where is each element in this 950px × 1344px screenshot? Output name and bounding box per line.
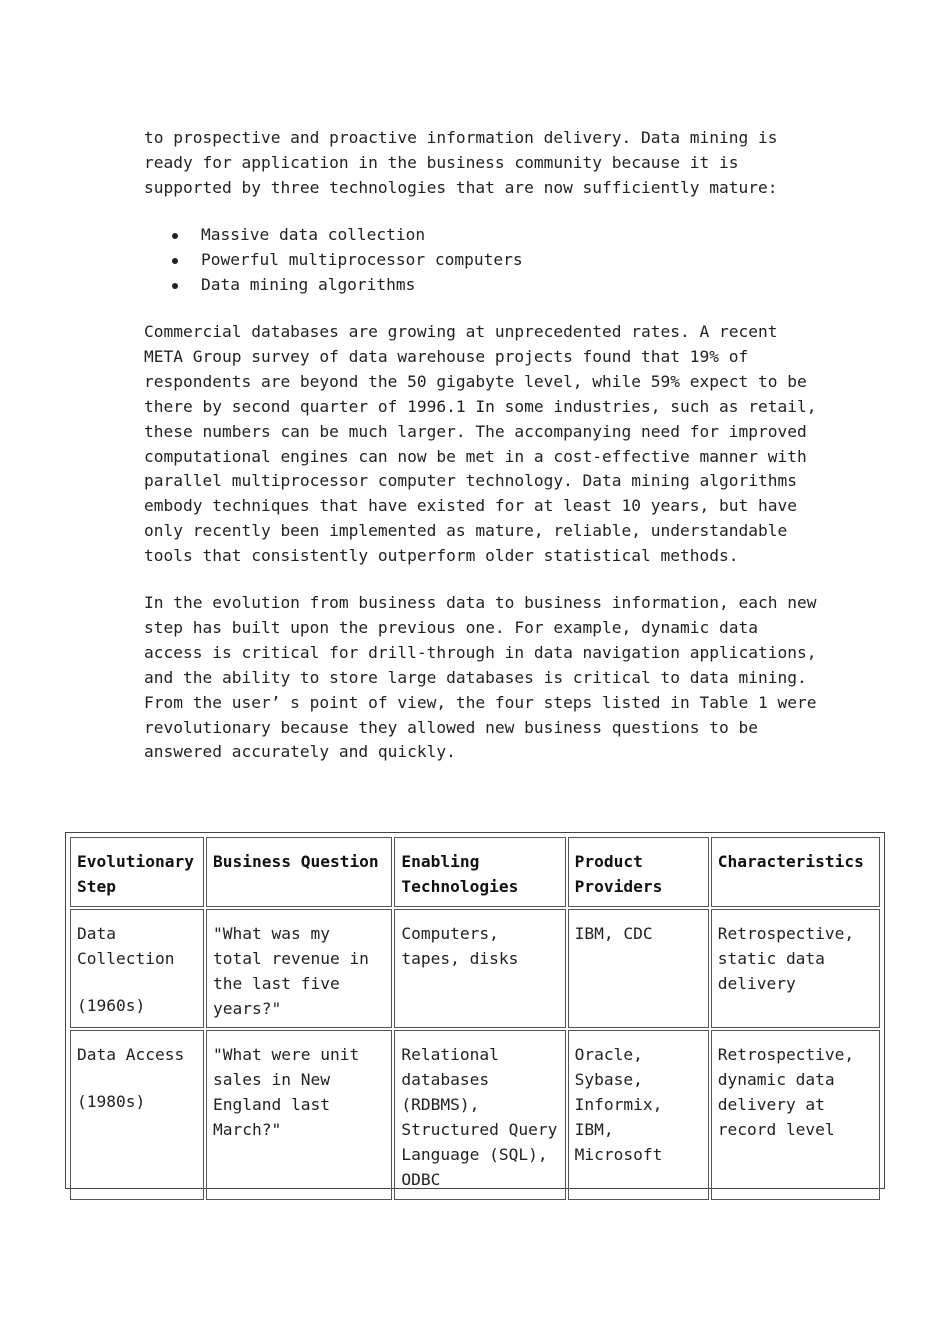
- list-item: [144, 273, 523, 298]
- step-cell: [70, 1030, 204, 1199]
- step-name: Data Access: [77, 1045, 185, 1065]
- bullet-text: Data mining algorithms: [201, 274, 416, 294]
- header-product-providers: Product Providers: [568, 837, 709, 907]
- characteristics-cell: Retrospective, static data delivery: [711, 909, 880, 1029]
- table-row: [70, 909, 880, 1029]
- table-row: [70, 1030, 880, 1199]
- table-header-row: [70, 837, 880, 907]
- list-item: [144, 248, 523, 273]
- evolution-paragraph: In the evolution from business data to business information, each new step has built upon the previous one. For example, dynamic data access is critical for drill-through in data navigation applications, and the ability to store large databases is critical to data mining. From the user’ s point of view, the four steps listed in Table 1 were revolutionary because they allowed new business questions to be answered accurately and quickly.: [144, 593, 817, 762]
- question-cell: "What were unit sales in New England last March?": [206, 1030, 392, 1199]
- header-business-question: Business Question: [206, 837, 392, 907]
- technology-bullet-list: [144, 223, 523, 298]
- step-cell: [70, 909, 204, 1029]
- bullet-icon: [172, 233, 178, 239]
- bullet-text: Massive data collection: [201, 225, 426, 244]
- bullet-text: Powerful multiprocessor computers: [201, 249, 523, 269]
- bullet-icon: [172, 283, 178, 289]
- providers-cell: IBM, CDC: [568, 909, 709, 1029]
- step-name: Data Collection: [77, 923, 175, 968]
- step-era: (1980s): [77, 1092, 146, 1112]
- list-item: [144, 223, 523, 248]
- providers-cell: Oracle, Sybase, Informix, IBM, Microsoft: [568, 1030, 709, 1199]
- header-enabling-technologies: Enabling Technologies: [394, 837, 565, 907]
- characteristics-cell: Retrospective, dynamic data delivery at record level: [711, 1030, 880, 1199]
- step-era: (1960s): [77, 995, 146, 1015]
- evolution-table-frame: [65, 832, 885, 1189]
- header-characteristics: Characteristics: [711, 837, 880, 907]
- bullet-icon: [172, 258, 178, 264]
- question-cell: "What was my total revenue in the last five years?": [206, 909, 392, 1029]
- commercial-databases-paragraph: Commercial databases are growing at unprecedented rates. A recent META Group survey of data warehouse projects found that 19% of respondents are beyond the 50 gigabyte level, while 59% expect to be there by second quarter of 1996.1 In some industries, such as retail, these numbers can be much larger. The accompanying need for improved computational engines can now be met in a cost-effective manner with parallel multiprocessor computer technology. Data mining algorithms embody techniques that have existed for at least 10 years, but have only recently been implemented as mature, reliable, understandable tools that consistently outperform older statistical methods.: [144, 322, 817, 566]
- technologies-cell: Relational databases (RDBMS), Structured Query Language (SQL), ODBC: [394, 1030, 565, 1199]
- header-evolutionary-step: Evolutionary Step: [70, 837, 204, 907]
- technologies-cell: Computers, tapes, disks: [394, 909, 565, 1029]
- evolution-table: [68, 835, 882, 1202]
- intro-paragraph: to prospective and proactive information delivery. Data mining is ready for application in the business community because it is supported by three technologies that are now sufficiently mature:: [144, 128, 778, 197]
